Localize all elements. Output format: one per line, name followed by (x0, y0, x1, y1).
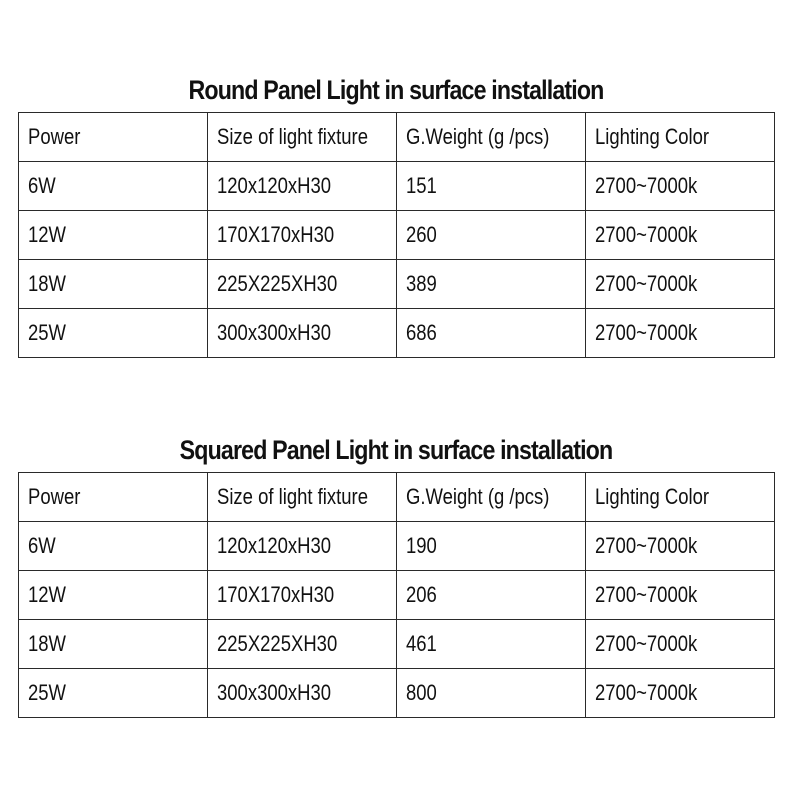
table-cell (397, 309, 586, 358)
header-power: Power (28, 484, 81, 509)
header-cell (208, 473, 397, 522)
header-cell (397, 113, 586, 162)
size-value: 300x300xH30 (217, 680, 332, 705)
table-row (19, 571, 775, 620)
weight-value: 389 (406, 271, 437, 296)
header-power: Power (28, 124, 81, 149)
weight-value: 206 (406, 582, 437, 607)
size-value: 170X170xH30 (217, 582, 335, 607)
squared-table-title: Squared Panel Light in surface installation (179, 435, 613, 465)
table-cell (208, 522, 397, 571)
table-cell (208, 669, 397, 718)
header-cell (397, 473, 586, 522)
table-cell (586, 211, 775, 260)
table-row (19, 522, 775, 571)
table-cell (19, 669, 208, 718)
header-color: Lighting Color (595, 484, 710, 509)
table-cell (586, 309, 775, 358)
power-value: 25W (28, 680, 67, 705)
color-value: 2700~7000k (595, 582, 698, 607)
table-row (19, 260, 775, 309)
weight-value: 686 (406, 320, 437, 345)
table-cell (397, 211, 586, 260)
weight-value: 190 (406, 533, 437, 558)
size-value: 120x120xH30 (217, 533, 332, 558)
weight-value: 800 (406, 680, 437, 705)
table-cell (208, 571, 397, 620)
color-value: 2700~7000k (595, 173, 698, 198)
table-cell (586, 522, 775, 571)
table-cell (586, 162, 775, 211)
table-cell (208, 162, 397, 211)
weight-value: 461 (406, 631, 437, 656)
round-spec-table (18, 112, 775, 358)
power-value: 12W (28, 222, 67, 247)
header-size: Size of light fixture (217, 484, 368, 509)
color-value: 2700~7000k (595, 533, 698, 558)
weight-value: 151 (406, 173, 437, 198)
table-cell (586, 571, 775, 620)
power-value: 6W (28, 173, 56, 198)
table-cell (586, 669, 775, 718)
round-panel-section (18, 70, 774, 358)
table-cell (208, 211, 397, 260)
table-cell (586, 620, 775, 669)
table-cell (397, 522, 586, 571)
size-value: 120x120xH30 (217, 173, 332, 198)
table-cell (19, 620, 208, 669)
table-cell (19, 211, 208, 260)
table-cell (397, 669, 586, 718)
table-cell (397, 620, 586, 669)
table-cell (19, 522, 208, 571)
table-cell (586, 260, 775, 309)
table-row (19, 309, 775, 358)
table-cell (397, 260, 586, 309)
table-cell (208, 309, 397, 358)
color-value: 2700~7000k (595, 320, 698, 345)
weight-value: 260 (406, 222, 437, 247)
table-cell (19, 162, 208, 211)
size-value: 300x300xH30 (217, 320, 332, 345)
table-cell (208, 260, 397, 309)
table-cell (19, 260, 208, 309)
size-value: 170X170xH30 (217, 222, 335, 247)
table-cell (208, 620, 397, 669)
table-cell (397, 162, 586, 211)
header-weight: G.Weight (g /pcs) (406, 124, 550, 149)
power-value: 18W (28, 271, 67, 296)
squared-spec-table (18, 472, 775, 718)
table-row (19, 669, 775, 718)
color-value: 2700~7000k (595, 222, 698, 247)
color-value: 2700~7000k (595, 631, 698, 656)
header-cell (19, 113, 208, 162)
header-cell (19, 473, 208, 522)
header-cell (586, 473, 775, 522)
table-cell (19, 571, 208, 620)
round-table-title: Round Panel Light in surface installation (188, 75, 604, 105)
header-cell (208, 113, 397, 162)
table-row (19, 211, 775, 260)
color-value: 2700~7000k (595, 680, 698, 705)
header-cell (586, 113, 775, 162)
table-cell (397, 571, 586, 620)
table-row (19, 162, 775, 211)
color-value: 2700~7000k (595, 271, 698, 296)
header-weight: G.Weight (g /pcs) (406, 484, 550, 509)
power-value: 18W (28, 631, 67, 656)
header-color: Lighting Color (595, 124, 710, 149)
size-value: 225X225XH30 (217, 631, 338, 656)
table-header-row (19, 113, 775, 162)
power-value: 12W (28, 582, 67, 607)
table-row (19, 620, 775, 669)
header-size: Size of light fixture (217, 124, 368, 149)
power-value: 25W (28, 320, 67, 345)
power-value: 6W (28, 533, 56, 558)
size-value: 225X225XH30 (217, 271, 338, 296)
table-header-row (19, 473, 775, 522)
table-cell (19, 309, 208, 358)
squared-panel-section (18, 430, 774, 718)
